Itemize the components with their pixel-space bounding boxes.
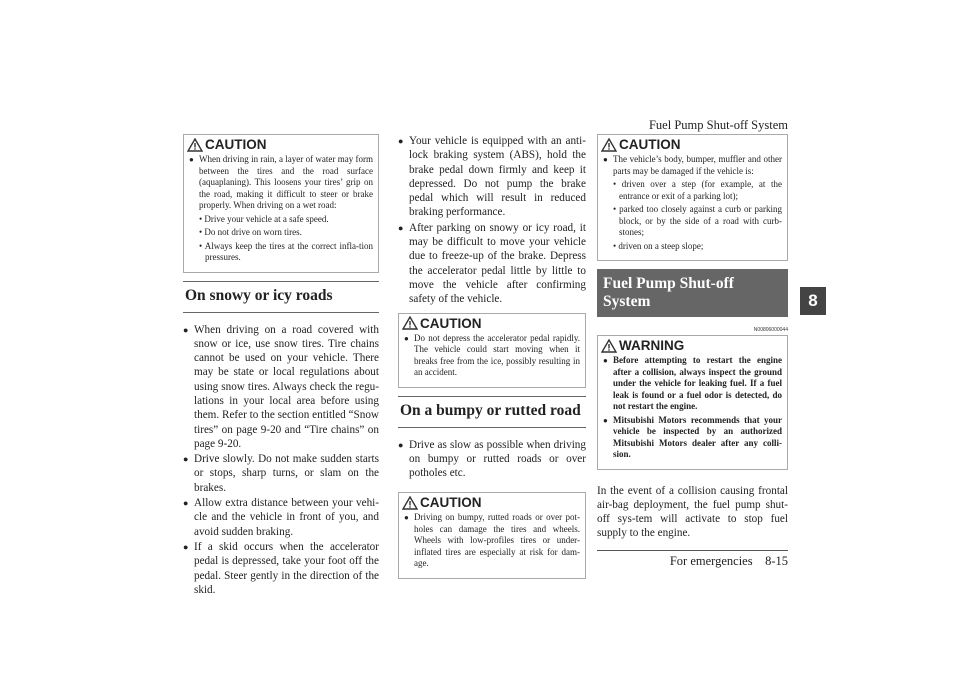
column-1	[183, 134, 379, 598]
chapter-tab: 8	[800, 287, 826, 315]
caution-header	[402, 316, 580, 331]
header-title: Fuel Pump Shut-off System	[648, 118, 788, 132]
warning-header	[601, 338, 782, 353]
warning-triangle-icon	[601, 339, 617, 353]
body-bullet: ● Your vehicle is equipped with an anti-lock braking system (ABS), hold the brake pedal down firmly and keep it depressed. Do not pump the brake pedal which will result in reduced braking performance.	[398, 134, 586, 220]
caution-text: ● When driving in rain, a layer of water may form between the tires and the road surface (aquaplaning). This loosens your tires’ grip on the road, making it difficult to steer or brake properly. When driving on a wet road:	[189, 154, 373, 212]
body-bullet: ● If a skid occurs when the accelerator pedal is depressed, take your foot off the pedal. Steer gently in the direction of the skid.	[183, 540, 379, 597]
doc-code: N00806000044	[753, 327, 788, 333]
footer-page: For emergencies 8-15	[669, 554, 788, 568]
warning-box	[597, 335, 788, 470]
warning-label: WARNING	[619, 338, 685, 353]
caution-sub: • parked too closely against a curb or parking block, or by the side of a road with curb-stones;	[613, 204, 782, 237]
warning-triangle-icon	[601, 138, 617, 152]
column-3	[597, 134, 788, 542]
body-bullet: ● Drive slowly. Do not make sudden starts or stops, sharp turns, or slam on the brakes.	[183, 452, 379, 495]
caution-header	[402, 495, 580, 510]
warning-text: ● Before attempting to restart the engine after a collision, always inspect the ground under the vehicle for leaking fuel. If a fuel leak is found or a fuel odor is detected, do not restart the engine.	[603, 355, 782, 413]
section-heading: Fuel Pump Shut-off System	[597, 269, 788, 317]
warning-text: ● Mitsubishi Motors recommends that your vehicle be inspected by an authorized Mitsubishi Motors dealer after any colli-sion.	[603, 415, 782, 461]
section-heading: On a bumpy or rutted road	[398, 396, 586, 428]
body-bullet: ● Drive as slow as possible when driving on bumpy or rutted roads or over potholes etc.	[398, 438, 586, 481]
warning-triangle-icon	[187, 138, 203, 152]
caution-box	[183, 134, 379, 273]
caution-box	[398, 313, 586, 388]
caution-text: ● The vehicle’s body, bumper, muffler and other parts may be damaged if the vehicle is:	[603, 154, 782, 177]
caution-label: CAUTION	[420, 315, 482, 331]
caution-text: ● Do not depress the accelerator pedal rapidly. The vehicle could start moving when it breaks free from the ice, possibly resulting in an accident.	[404, 333, 580, 379]
caution-text: ● Driving on bumpy, rutted roads or over pot-holes can damage the tires and wheels. Wheels with low-profiles tires or under-inflated tires are especially at risk for dam-age.	[404, 512, 580, 570]
caution-label: CAUTION	[619, 137, 681, 152]
caution-header	[601, 137, 782, 152]
caution-sub: • Always keep the tires at the correct infla-tion pressures.	[199, 240, 373, 262]
caution-header	[187, 137, 373, 152]
body-bullet: ● Allow extra distance between your vehi-cle and the vehicle in front of you, and avoid sudden braking.	[183, 496, 379, 539]
footer-rule	[597, 550, 788, 551]
column-2	[398, 134, 586, 579]
body-paragraph: In the event of a collision causing frontal air-bag deployment, the fuel pump shut-off sys-tem will activate to stop fuel supply to the engine.	[597, 484, 788, 540]
caution-box	[597, 134, 788, 261]
caution-sub: • driven over a step (for example, at the entrance or exit of a parking lot);	[613, 179, 782, 201]
warning-triangle-icon	[402, 316, 418, 330]
caution-label: CAUTION	[205, 137, 267, 152]
warning-triangle-icon	[402, 496, 418, 510]
caution-box	[398, 492, 586, 579]
body-bullet: ● After parking on snowy or icy road, it may be difficult to move your vehicle due to freeze-up of the brake. Depress the accelerator pedal little by little to move the vehicle after confirming safety of the vehicle.	[398, 221, 586, 307]
body-bullet: ● When driving on a road covered with snow or ice, use snow tires. Tire chains cannot be used on your vehicle. There may be state or local regulations about using snow tires. Always check the regu-lations in your local area before using them. Refer to the section entitled “Snow tires” on page 9-20 and “Tire chains” on page 9-20.	[183, 323, 379, 452]
caution-sub: • driven on a steep slope;	[613, 240, 704, 251]
caution-sub: • Do not drive on worn tires.	[199, 227, 302, 237]
section-heading: On snowy or icy roads	[183, 281, 379, 313]
caution-label: CAUTION	[420, 495, 482, 511]
caution-sub: • Drive your vehicle at a safe speed.	[199, 213, 329, 224]
